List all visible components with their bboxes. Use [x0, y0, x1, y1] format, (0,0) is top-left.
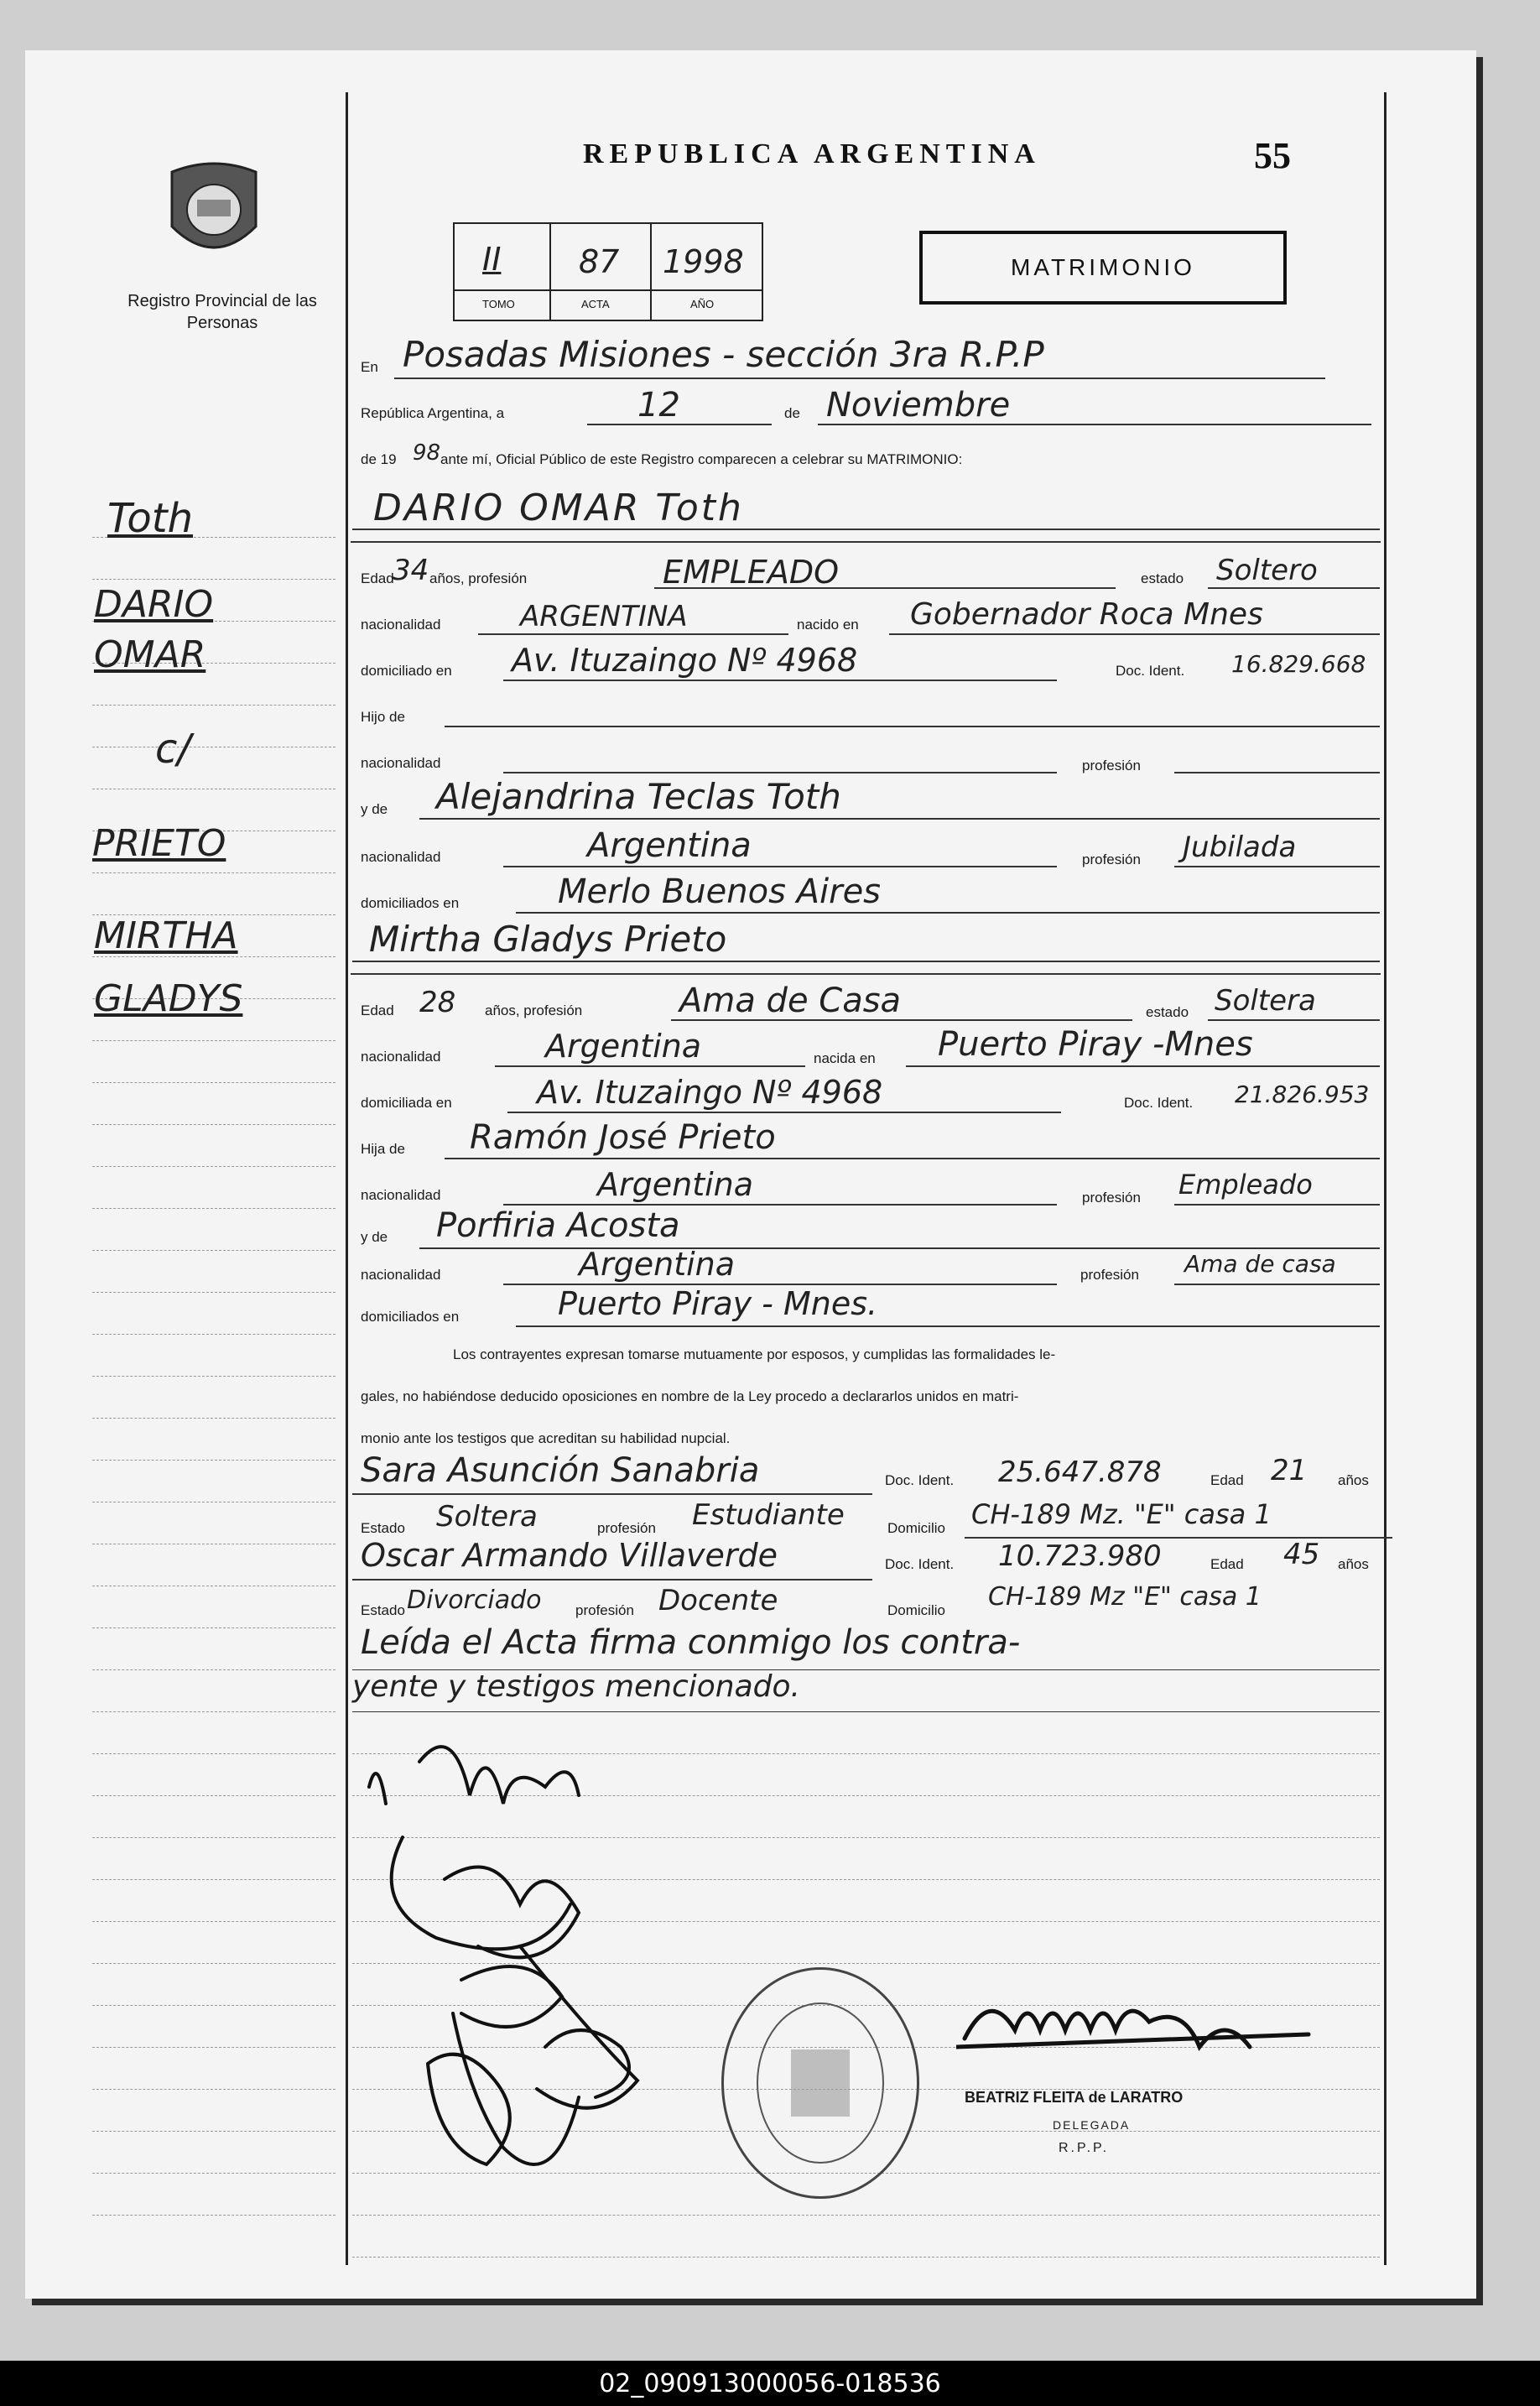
label-nacido-en: nacido en — [797, 617, 859, 633]
margin-name-bride-2: GLADYS — [94, 977, 243, 1020]
margin-rule-line — [92, 1040, 336, 1041]
label-de-month: de — [784, 405, 800, 421]
label-profesion-mother-groom: profesión — [1082, 851, 1141, 867]
witness2-state: Divorciado — [407, 1586, 542, 1615]
margin-rule-line — [92, 1334, 336, 1335]
margin-rule-line — [92, 2131, 336, 2132]
bride-state: Soltera — [1215, 984, 1316, 1018]
label-profesion-father-bride: profesión — [1082, 1190, 1141, 1206]
margin-divider — [346, 92, 348, 2265]
label-edad-groom: Edad — [361, 570, 394, 586]
margin-rule-line — [92, 2005, 336, 2006]
groom-mother-nationality: Argentina — [587, 826, 752, 865]
groom-mother: Alejandrina Teclas Toth — [436, 776, 841, 817]
margin-conjunction: c/ — [155, 726, 191, 773]
label-profesion-witness2: profesión — [575, 1602, 634, 1618]
acta-value: 87 — [579, 243, 620, 280]
bride-mother-nationality: Argentina — [579, 1246, 736, 1283]
margin-name-groom-2: OMAR — [94, 633, 206, 676]
margin-rule-line — [92, 1963, 336, 1964]
label-profesion-mother-bride: profesión — [1080, 1267, 1139, 1283]
label-hija-de: Hija de — [361, 1141, 405, 1157]
right-border — [1384, 92, 1387, 2265]
margin-name-bride-1: MIRTHA — [94, 914, 238, 957]
groom-mother-profession: Jubilada — [1183, 831, 1297, 864]
registry-name: Registro Provincial de las Personas — [127, 292, 317, 332]
document-code: 02_090913000056-018536 — [599, 2368, 941, 2398]
margin-rule-line — [92, 1208, 336, 1209]
label-anos-profesion-bride: años, profesión — [485, 1003, 583, 1018]
label-estado-bride: estado — [1146, 1004, 1189, 1020]
witness1-state: Soltera — [436, 1500, 538, 1534]
bride-mother-profession: Ama de casa — [1184, 1250, 1336, 1278]
margin-rule-line — [92, 1627, 336, 1628]
witness1-age: 21 — [1271, 1454, 1308, 1487]
label-edad-witness2: Edad — [1210, 1556, 1244, 1572]
witness2-name: Oscar Armando Villaverde — [361, 1537, 778, 1574]
bride-profession: Ama de Casa — [679, 982, 902, 1020]
groom-doc: 16.829.668 — [1231, 650, 1366, 678]
month-value: Noviembre — [826, 386, 1011, 424]
label-domiciliados-en-bride: domiciliados en — [361, 1309, 460, 1325]
label-profesion-witness1: profesión — [597, 1520, 656, 1536]
label-doc-witness1: Doc. Ident. — [885, 1472, 955, 1488]
record-type: MATRIMONIO — [919, 231, 1287, 305]
label-anos-profesion-groom: años, profesión — [429, 570, 528, 586]
formal-text-2: gales, no habiéndose deducido oposiciones en nombre de la Ley procedo a declararlos unidos en matri- — [361, 1388, 1019, 1404]
label-nacida-en: nacida en — [814, 1050, 876, 1066]
label-edad-witness1: Edad — [1210, 1472, 1244, 1488]
margin-rule-line — [92, 1124, 336, 1125]
label-estado-witness1: Estado — [361, 1520, 405, 1536]
margin-rule-line — [92, 579, 336, 580]
officer-office: R.P.P. — [1059, 2141, 1110, 2155]
place-value: Posadas Misiones - sección 3ra R.P.P — [403, 334, 1044, 375]
margin-rule-line — [92, 2089, 336, 2090]
closing-line-2: yente y testigos mencionado. — [352, 1669, 800, 1704]
bride-father-profession: Empleado — [1178, 1169, 1313, 1200]
groom-nationality: ARGENTINA — [520, 600, 688, 633]
tomo-value: II — [482, 241, 502, 278]
signature-rule-line — [352, 2257, 1380, 2258]
margin-rule-line — [92, 2215, 336, 2216]
day-value: 12 — [637, 386, 680, 424]
margin-rule-line — [92, 1921, 336, 1922]
label-nacionalidad-mother-bride: nacionalidad — [361, 1267, 441, 1283]
margin-rule-line — [92, 1166, 336, 1167]
margin-rule-line — [92, 1376, 336, 1377]
acta-label: ACTA — [581, 298, 610, 310]
label-doc-groom: Doc. Ident. — [1116, 663, 1185, 679]
bride-father: Ramón José Prieto — [470, 1118, 776, 1157]
margin-rule-line — [92, 1250, 336, 1251]
margin-rule-line — [92, 2047, 336, 2048]
ano-label: AÑO — [690, 298, 715, 310]
label-nacionalidad-groom: nacionalidad — [361, 617, 441, 633]
witness2-address: CH-189 Mz "E" casa 1 — [988, 1582, 1262, 1612]
bride-address: Av. Ituzaingo Nº 4968 — [537, 1074, 883, 1111]
officer-signature-icon — [956, 1988, 1317, 2089]
margin-name-groom-1: DARIO — [94, 583, 214, 626]
tomo-label: TOMO — [482, 298, 515, 310]
formal-text-3: monio ante los testigos que acreditan su habilidad nupcial. — [361, 1430, 731, 1446]
witness2-profession: Docente — [658, 1584, 778, 1617]
registry-emblem-icon — [164, 159, 264, 268]
groom-state: Soltero — [1216, 554, 1318, 587]
formal-text-1: Los contrayentes expresan tomarse mutuamente por esposos, y cumplidas las formalidades le- — [453, 1346, 1056, 1362]
groom-parents-address: Merlo Buenos Aires — [558, 872, 882, 911]
label-y-de-bride: y de — [361, 1229, 388, 1245]
margin-rule-line — [92, 1711, 336, 1712]
groom-name: DARIO OMAR Toth — [373, 487, 744, 529]
bride-parents-address: Puerto Piray - Mnes. — [558, 1285, 878, 1322]
label-domicilio-witness2: Domicilio — [887, 1602, 945, 1618]
margin-rule-line — [92, 1879, 336, 1880]
margin-rule-line — [92, 1795, 336, 1796]
witness2-age: 45 — [1283, 1538, 1320, 1571]
label-hijo-de: Hijo de — [361, 709, 405, 725]
official-seal-icon — [721, 1967, 919, 2199]
witness1-name: Sara Asunción Sanabria — [361, 1451, 760, 1490]
country-title: REPUBLICA ARGENTINA — [583, 138, 1041, 169]
margin-rule-line — [92, 1082, 336, 1083]
margin-surname-bride: PRIETO — [92, 822, 226, 865]
label-anos-witness1: años — [1338, 1472, 1369, 1488]
witness2-doc: 10.723.980 — [998, 1539, 1162, 1573]
label-de19: de 19 — [361, 451, 397, 467]
label-domiciliado-en: domiciliado en — [361, 663, 452, 679]
witness1-doc: 25.647.878 — [998, 1456, 1162, 1489]
bride-mother: Porfiria Acosta — [436, 1206, 680, 1245]
signatures-icon — [352, 1711, 730, 2232]
label-nacionalidad-bride: nacionalidad — [361, 1049, 441, 1065]
closing-line-1: Leída el Acta firma conmigo los contra- — [361, 1623, 1021, 1662]
label-y-de-groom: y de — [361, 801, 388, 817]
label-nacionalidad-mother-groom: nacionalidad — [361, 849, 441, 865]
margin-rule-line — [92, 1753, 336, 1754]
witness1-address: CH-189 Mz. "E" casa 1 — [971, 1498, 1272, 1530]
officer-role: DELEGADA — [1053, 2118, 1131, 2132]
bride-age: 28 — [419, 986, 456, 1019]
bride-doc: 21.826.953 — [1235, 1081, 1370, 1108]
label-domiciliada-en: domiciliada en — [361, 1095, 452, 1111]
label-doc-witness2: Doc. Ident. — [885, 1556, 955, 1572]
margin-surname-groom: Toth — [107, 495, 193, 542]
label-estado-witness2: Estado — [361, 1602, 405, 1618]
bride-father-nationality: Argentina — [597, 1166, 754, 1203]
groom-age: 34 — [393, 554, 429, 587]
label-profesion-father-groom: profesión — [1082, 758, 1141, 773]
margin-rule-line — [92, 1418, 336, 1419]
label-nacionalidad-father-groom: nacionalidad — [361, 755, 441, 771]
witness1-profession: Estudiante — [692, 1498, 845, 1532]
page-number: 55 — [1254, 135, 1291, 176]
margin-rule-line — [92, 1292, 336, 1293]
groom-address: Av. Ituzaingo Nº 4968 — [512, 642, 858, 679]
officer-name: BEATRIZ FLEITA de LARATRO — [965, 2089, 1184, 2106]
margin-rule-line — [92, 1460, 336, 1461]
margin-rule-line — [92, 705, 336, 706]
label-nacionalidad-father-bride: nacionalidad — [361, 1187, 441, 1203]
ano-value: 1998 — [663, 243, 744, 280]
label-anos-witness2: años — [1338, 1556, 1369, 1572]
margin-rule-line — [92, 2173, 336, 2174]
groom-birthplace: Gobernador Roca Mnes — [910, 597, 1263, 632]
bride-nationality: Argentina — [545, 1028, 702, 1065]
bride-birthplace: Puerto Piray -Mnes — [938, 1025, 1253, 1064]
bride-name: Mirtha Gladys Prieto — [369, 919, 727, 960]
label-estado-groom: estado — [1141, 570, 1184, 586]
intro-text: ante mí, Oficial Público de este Registro comparecen a celebrar su MATRIMONIO: — [440, 451, 963, 467]
year-value: 98 — [413, 440, 441, 466]
document-code-footer — [0, 2361, 1540, 2406]
label-domiciliados-en-groom: domiciliados en — [361, 895, 460, 911]
label-republica: República Argentina, a — [361, 405, 505, 421]
label-domicilio-witness1: Domicilio — [887, 1520, 945, 1536]
margin-rule-line — [92, 1669, 336, 1670]
label-en: En — [361, 359, 378, 375]
label-doc-bride: Doc. Ident. — [1124, 1095, 1194, 1111]
label-edad-bride: Edad — [361, 1003, 394, 1018]
groom-profession: EMPLEADO — [663, 554, 840, 591]
margin-rule-line — [92, 872, 336, 873]
margin-rule-line — [92, 1837, 336, 1838]
